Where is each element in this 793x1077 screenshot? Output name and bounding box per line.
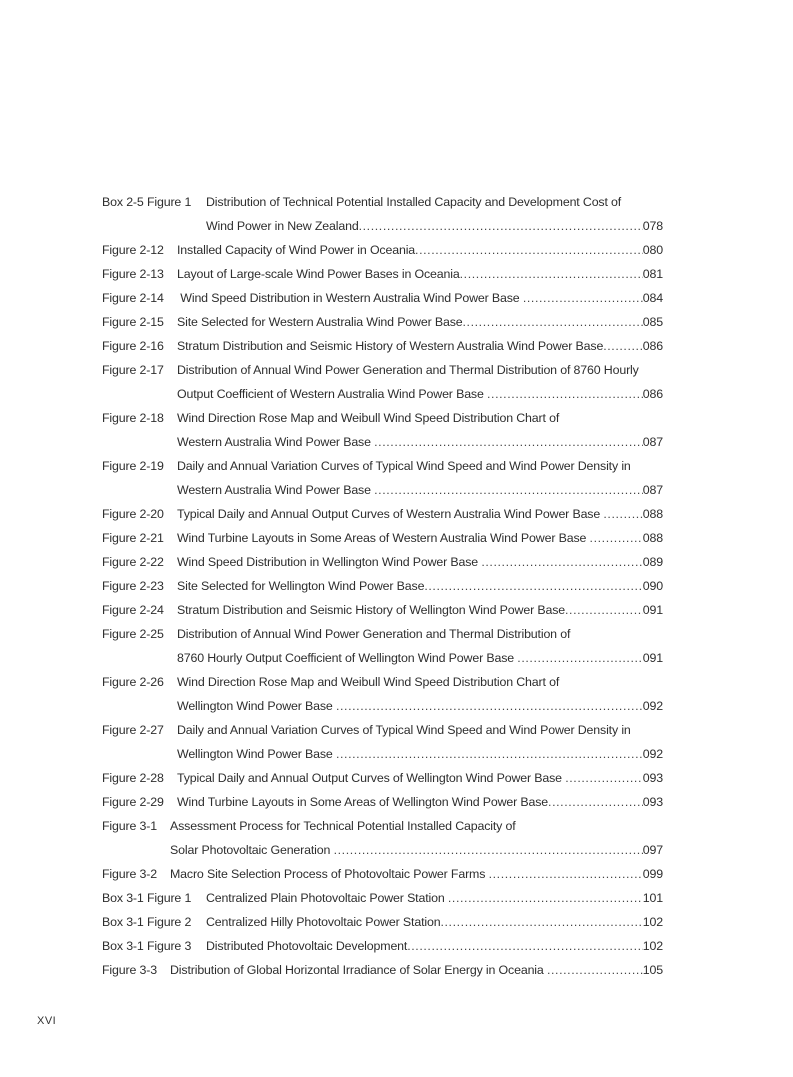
toc-entry-continuation[interactable] [102,481,663,499]
toc-entry[interactable] [102,505,663,523]
page-ref: 087 [642,435,663,449]
figure-label: Figure 2-25 [102,627,164,641]
figure-label: Figure 2-27 [102,723,164,737]
dot-leader [517,649,642,667]
figure-title: Stratum Distribution and Seismic History of Western Australia Wind Power Base [177,339,604,353]
figure-label: Figure 3-2 [102,867,157,881]
dot-leader [359,217,643,235]
figure-label: Figure 2-17 [102,363,164,377]
figure-title: Wind Speed Distribution in Wellington Wind Power Base [177,555,482,569]
figure-title: Wind Direction Rose Map and Weibull Wind Speed Distribution Chart of [177,675,560,689]
page-ref: 102 [642,939,663,953]
toc-entry[interactable] [102,529,663,547]
dot-leader [336,745,643,763]
figure-label: Figure 2-21 [102,531,164,545]
toc-entry[interactable] [102,457,663,475]
figure-label: Figure 2-13 [102,267,164,281]
page-ref: 093 [642,771,663,785]
toc-entry-continuation[interactable] [102,841,663,859]
figure-label: Box 2-5 Figure 1 [102,195,192,209]
figure-title: Output Coefficient of Western Australia Wind Power Base [177,387,488,401]
figure-title: Wellington Wind Power Base [177,747,336,761]
toc-entry[interactable] [102,265,663,283]
toc-entry-continuation[interactable] [102,433,663,451]
dot-leader [565,601,643,619]
figure-title: Assessment Process for Technical Potential Installed Capacity of [170,819,516,833]
page-ref: 090 [642,579,663,593]
page-ref: 092 [642,699,663,713]
figure-title: Wellington Wind Power Base [177,699,336,713]
figure-title: Macro Site Selection Process of Photovoltaic Power Farms [170,867,489,881]
dot-leader [547,961,643,979]
figure-label: Figure 2-16 [102,339,164,353]
dot-leader [460,265,643,283]
toc-entry-continuation[interactable] [102,385,663,403]
figure-label: Figure 2-12 [102,243,164,257]
page-ref: 086 [642,387,663,401]
figure-title: Stratum Distribution and Seismic History of Wellington Wind Power Base [177,603,565,617]
toc-entry[interactable] [102,409,663,427]
figure-label: Figure 2-26 [102,675,164,689]
dot-leader [440,913,642,931]
page-ref: 080 [642,243,663,257]
toc-entry-continuation[interactable] [102,697,663,715]
toc-entry[interactable] [102,625,663,643]
figure-title: Wind Turbine Layouts in Some Areas of Western Australia Wind Power Base [177,531,590,545]
page-ref: 105 [642,963,663,977]
page-ref: 078 [642,219,663,233]
page-ref: 087 [642,483,663,497]
toc-entry[interactable] [102,961,663,979]
toc-entry-continuation[interactable] [102,745,663,763]
dot-leader [590,529,643,547]
dot-leader [374,433,643,451]
figure-title: Wind Direction Rose Map and Weibull Wind Speed Distribution Chart of [177,411,560,425]
page-ref: 081 [642,267,663,281]
toc-entry[interactable] [102,193,663,211]
figure-label: Figure 2-20 [102,507,164,521]
toc-entry[interactable] [102,817,663,835]
toc-entry[interactable] [102,937,663,955]
dot-leader [523,289,643,307]
figure-label: Figure 2-19 [102,459,164,473]
page-ref: 084 [642,291,663,305]
figure-label: Box 3-1 Figure 2 [102,915,192,929]
figure-label: Figure 2-28 [102,771,164,785]
figure-title: Typical Daily and Annual Output Curves of Wellington Wind Power Base [177,771,566,785]
figure-title: Daily and Annual Variation Curves of Typical Wind Speed and Wind Power Density in [177,459,631,473]
toc-entry[interactable] [102,553,663,571]
dot-leader [489,865,643,883]
dot-leader [565,769,643,787]
page-ref: 088 [642,531,663,545]
toc-entry[interactable] [102,601,663,619]
figure-title: Layout of Large-scale Wind Power Bases in Oceania [177,267,460,281]
toc-entry[interactable] [102,361,663,379]
dot-leader [374,481,643,499]
dot-leader [603,505,642,523]
figure-title: Site Selected for Western Australia Wind Power Base [177,315,463,329]
page-ref: 091 [642,651,663,665]
toc-entry[interactable] [102,313,663,331]
figure-title: Solar Photovoltaic Generation [170,843,334,857]
figure-label: Figure 2-14 [102,291,164,305]
page-ref: 088 [642,507,663,521]
toc-entry[interactable] [102,241,663,259]
figure-title: Daily and Annual Variation Curves of Typical Wind Speed and Wind Power Density in [177,723,631,737]
figure-label: Figure 2-29 [102,795,164,809]
page-ref: 089 [642,555,663,569]
toc-entry-continuation[interactable] [102,217,663,235]
page-ref: 093 [642,795,663,809]
dot-leader [415,241,643,259]
figure-title: Western Australia Wind Power Base [177,435,375,449]
dot-leader [334,841,643,859]
figure-label: Figure 3-3 [102,963,157,977]
figure-title: Centralized Plain Photovoltaic Power Station [206,891,448,905]
figure-title: Western Australia Wind Power Base [177,483,375,497]
toc-entry[interactable] [102,889,663,907]
dot-leader [463,313,643,331]
figure-title: Distribution of Technical Potential Installed Capacity and Development Cost of [206,195,622,209]
dot-leader [481,553,642,571]
dot-leader [407,937,643,955]
figure-title: Centralized Hilly Photovoltaic Power Station [206,915,441,929]
dot-leader [603,337,643,355]
figure-label: Box 3-1 Figure 3 [102,939,192,953]
toc-entry-continuation[interactable] [102,649,663,667]
dot-leader [336,697,643,715]
figure-title: 8760 Hourly Output Coefficient of Wellington Wind Power Base [177,651,518,665]
dot-leader [448,889,643,907]
toc-entry[interactable] [102,673,663,691]
page-ref: 101 [642,891,663,905]
figure-title: Site Selected for Wellington Wind Power Base [177,579,425,593]
toc-entry[interactable] [102,337,663,355]
figure-title: Distribution of Annual Wind Power Generation and Thermal Distribution of 8760 Hourly [177,363,639,377]
page-ref: 091 [642,603,663,617]
toc-entry[interactable] [102,769,663,787]
figure-label: Figure 2-24 [102,603,164,617]
figure-title: Wind Speed Distribution in Western Australia Wind Power Base [177,291,523,305]
page-ref: 099 [642,867,663,881]
figure-title: Installed Capacity of Wind Power in Oceania [177,243,416,257]
figure-label: Figure 2-23 [102,579,164,593]
page-ref: 085 [642,315,663,329]
page-ref: 086 [642,339,663,353]
figure-label: Figure 2-22 [102,555,164,569]
dot-leader [424,577,642,595]
figure-title: Wind Power in New Zealand [206,219,359,233]
toc-entry[interactable] [102,721,663,739]
toc-entry[interactable] [102,577,663,595]
figure-title: Typical Daily and Annual Output Curves of Western Australia Wind Power Base [177,507,604,521]
page-ref: 102 [642,915,663,929]
toc-entry[interactable] [102,913,663,931]
figure-title: Distribution of Annual Wind Power Generation and Thermal Distribution of [177,627,571,641]
toc-entry[interactable] [102,865,663,883]
page-ref: 097 [642,843,663,857]
figure-title: Distributed Photovoltaic Development [206,939,408,953]
figure-label: Figure 3-1 [102,819,157,833]
figure-label: Figure 2-18 [102,411,164,425]
figure-title: Distribution of Global Horizontal Irradiance of Solar Energy in Oceania [170,963,547,977]
toc-entry[interactable] [102,793,663,811]
figure-label: Box 3-1 Figure 1 [102,891,192,905]
toc-entry[interactable] [102,289,663,307]
dot-leader [548,793,643,811]
dot-leader [487,385,643,403]
figure-title: Wind Turbine Layouts in Some Areas of Wellington Wind Power Base [177,795,549,809]
page-number: XVI [37,1015,57,1027]
figure-label: Figure 2-15 [102,315,164,329]
page-ref: 092 [642,747,663,761]
